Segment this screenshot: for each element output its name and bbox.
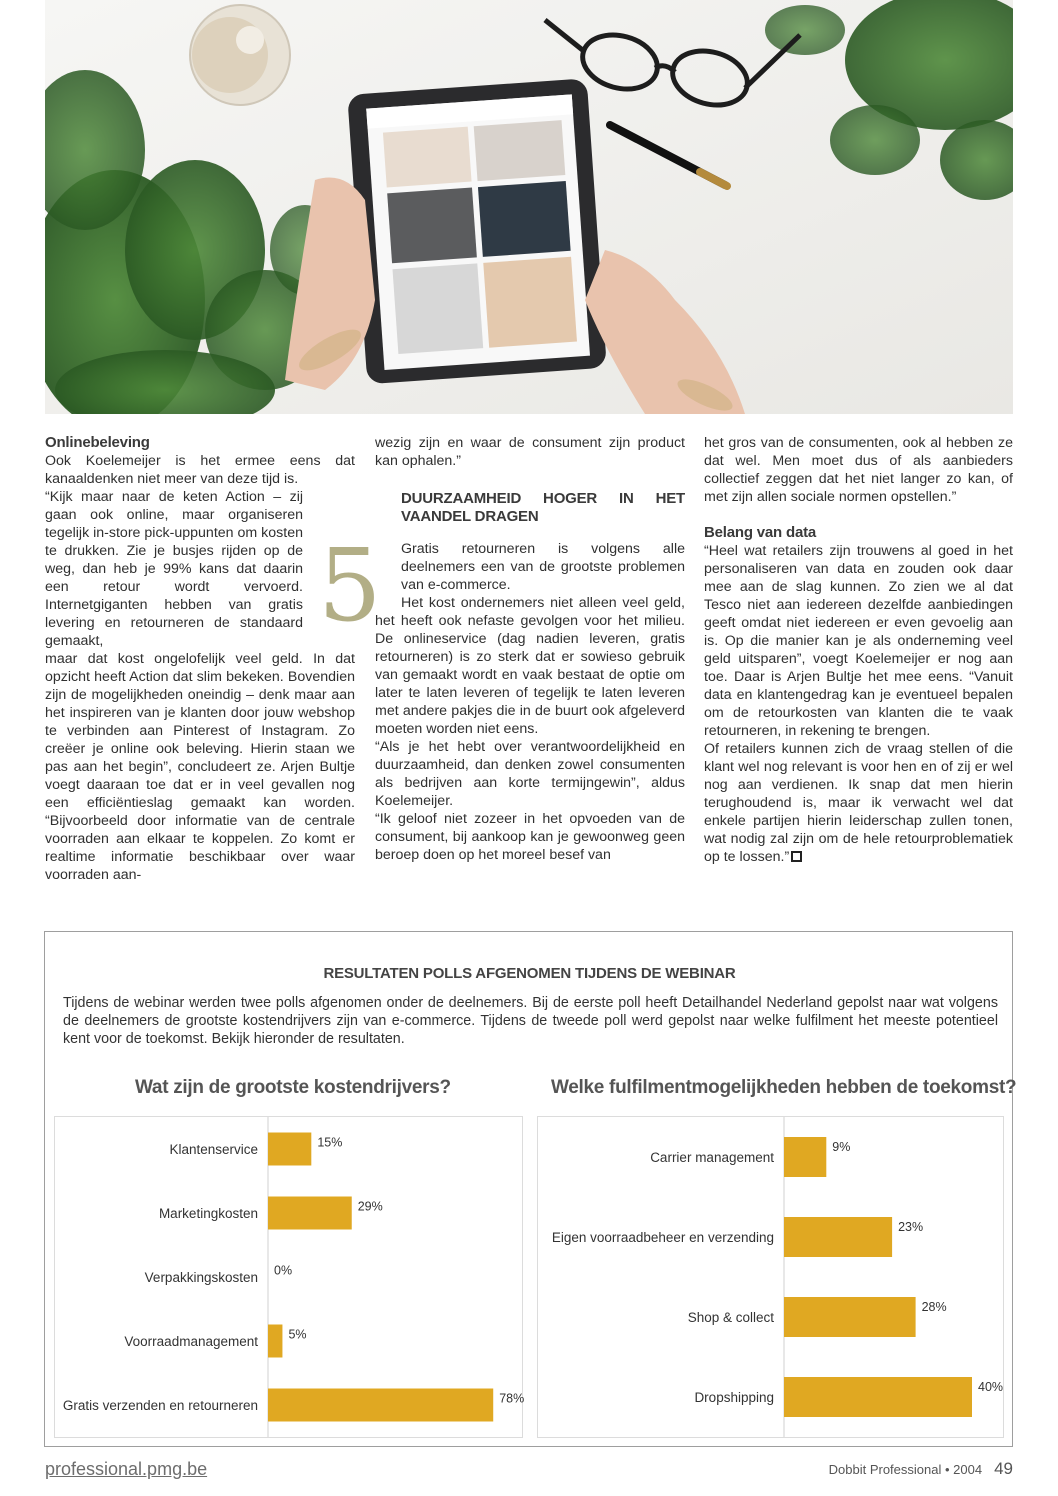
- chart-category-label: Marketingkosten: [158, 1206, 258, 1221]
- chart-value-label: 0%: [274, 1263, 293, 1278]
- footer-publication: [829, 1459, 1013, 1479]
- paragraph: Gratis retourneren is volgens alle deelnemers een van de grootste problemen van e-commerce.: [401, 541, 685, 593]
- paragraph: Ook Koelemeijer is het ermee eens dat kanaaldenken niet meer van deze tijd is.: [45, 453, 355, 487]
- chart-bar: [268, 1325, 282, 1358]
- hero-photo: [45, 0, 1013, 414]
- article-column-3: [704, 434, 1013, 866]
- chart-bar: [268, 1197, 352, 1230]
- chart-value-label: 5%: [288, 1327, 307, 1342]
- chart-bar: [784, 1377, 972, 1417]
- section-heading-duurzaamheid: DUURZAAMHEID HOGER IN HET VAANDEL DRAGEN: [401, 490, 685, 525]
- paragraph: “Ik geloof niet zozeer in het opvoeden van de consument, bij aankoop kan je gewoonweg geen beroep doen op het moreel besef van: [375, 811, 685, 863]
- chart-value-label: 23%: [898, 1220, 924, 1234]
- subhead-belang-van-data: Belang van data: [704, 524, 817, 541]
- chart-2-title: Welke fulfilmentmogelijkheden hebben de toekomst?: [551, 1077, 1017, 1098]
- chart-bar: [268, 1389, 493, 1422]
- paragraph: maar dat kost ongelofelijk veel geld. In dat opzicht heeft Action dat slim bekeken. Bovendien zijn de mogelijkheden oneindig – denk maar aan het inspireren van je klanten door jouw webshop te verbinden aan Pinterest of Instagram. Zo creëer je online ook beleving. Hierin staan we pas aan het begin”, concludeert ze. Arjen Bultje voegt daaraan toe dat er in veel gevallen nog een efficiëntieslag gemaakt kan worden. “Bijvoorbeeld door informatie van de centrale voorraden aan elkaar te koppelen. Zo komt er realtime informatie beschikbaar over waar voorraden aan-: [45, 651, 355, 883]
- section-number: 5: [318, 527, 382, 644]
- paragraph: [704, 740, 1013, 866]
- paragraph-text: Of retailers kunnen zich de vraag stellen of die klant wel nog relevant is voor hen en of zij er wel nog aan verdienen. Ik snap dat men hierin terughoudend is, maar ik verwacht wel dat enkele partijen hierin leiderschap zullen tonen, wat nodig zal zijn om de hele retourproblematiek op te lossen.”: [704, 741, 1013, 865]
- footer-website-link[interactable]: professional.pmg.be: [45, 1459, 208, 1479]
- chart-value-label: 40%: [978, 1380, 1004, 1394]
- tablet-photo-illustration: [45, 0, 1013, 414]
- chart-category-label: Voorraadmanagement: [124, 1334, 258, 1349]
- page-number: 49: [994, 1459, 1013, 1478]
- chart-1-frame: [54, 1116, 523, 1438]
- paragraph: wezig zijn en waar de consument zijn product kan ophalen.”: [375, 435, 685, 469]
- chart-2-frame: [537, 1116, 1004, 1438]
- chart-bar: [784, 1297, 916, 1337]
- paragraph: “Heel wat retailers zijn trouwens al goed in het personaliseren van data en zouden ook daar mee aan de slag kunnen. Zo zien we al dat Tesco niet aan iedereen dezelfde aanbiedingen geeft omdat niet iedereen er even gevoelig aan is. Op die manier kan je als onderneming veel geld uitsparen”, voegt Koelemeijer er nog aan toe. Daar is Arjen Bultje het mee eens. “Vanuit data en klantengedrag kan je eventueel bepalen om de retourkosten van klanten die te vaak retourneren, in rekening te brengen.: [704, 543, 1013, 739]
- chart-category-label: Verpakkingskosten: [144, 1270, 258, 1285]
- chart-category-label: Eigen voorraadbeheer en verzending: [551, 1230, 774, 1245]
- chart-category-label: Shop & collect: [687, 1310, 774, 1325]
- paragraph: het gros van de consumenten, ook al hebben ze dat wel. Men moet dus of als aanbieders collectief zeggen dat het niet langer zo kan, of met zijn allen sociale normen opstellen.”: [704, 435, 1013, 505]
- chart-bar: [268, 1133, 311, 1166]
- chart-2-svg: [538, 1117, 1005, 1439]
- publication-name: Dobbit Professional • 2004: [828, 1462, 983, 1477]
- chart-value-label: 9%: [832, 1140, 851, 1154]
- poll-box-intro: Tijdens de webinar werden twee polls afgenomen onder de deelnemers. Bij de eerste poll heeft Detailhandel Nederland gepolst naar wat volgens de deelnemers de grootste kostendrijvers zijn van e-commerce. Tijdens de tweede poll werd gepolst naar welke fulfilment het meeste potentieel kent voor de toekomst. Bekijk hieronder de resultaten.: [63, 995, 998, 1047]
- glass-jar: [190, 5, 290, 105]
- paragraph: Het kost ondernemers niet alleen veel geld, het heeft ook nefaste gevolgen voor het milieu. De onlineservice (dag nadien leveren, gratis retourneren) is zo sterk dat er sowieso gebruik van gemaakt wordt en vaak bestaat de optie om later te laten leveren of tegelijk te laten leveren met andere pakjes die in de buurt ook afgeleverd moeten worden niet eens.: [375, 595, 685, 737]
- paragraph: “Als je het hebt over verantwoordelijkheid en duurzaamheid, dan denken zowel consumenten als bedrijven aan korte termijngewin”, aldus Koelemeijer.: [375, 739, 685, 809]
- chart-value-label: 29%: [357, 1199, 383, 1214]
- chart-category-label: Carrier management: [650, 1150, 774, 1165]
- subhead-onlinebeleving: Onlinebeleving: [45, 434, 150, 451]
- end-of-article-icon: [791, 851, 802, 862]
- chart-value-label: 78%: [499, 1391, 524, 1406]
- article-column-1: [45, 434, 355, 884]
- chart-1-svg: [55, 1117, 524, 1439]
- chart-category-label: Gratis verzenden en retourneren: [62, 1398, 258, 1413]
- chart-value-label: 28%: [921, 1300, 947, 1314]
- chart-bar: [784, 1137, 826, 1177]
- poll-box-title: RESULTATEN POLLS AFGENOMEN TIJDENS DE WEBINAR: [323, 965, 736, 982]
- chart-1-title: Wat zijn de grootste kostendrijvers?: [135, 1077, 451, 1098]
- article-column-2: [375, 434, 685, 864]
- chart-category-label: Dropshipping: [694, 1390, 774, 1405]
- paragraph: “Kijk maar naar de keten Action – zij gaan ook online, maar organiseren tegelijk in-store pick-uppunten om kosten te drukken. Zie je busjes rijden op de weg, dan heb je 99% kans dat daarin een retour wordt vervoerd. Internetgiganten hebben van gratis levering en retourneren de standaard gemaakt,: [45, 489, 303, 649]
- tablet: [347, 78, 607, 384]
- chart-category-label: Klantenservice: [169, 1142, 258, 1157]
- chart-bar: [784, 1217, 892, 1257]
- chart-value-label: 15%: [317, 1135, 343, 1150]
